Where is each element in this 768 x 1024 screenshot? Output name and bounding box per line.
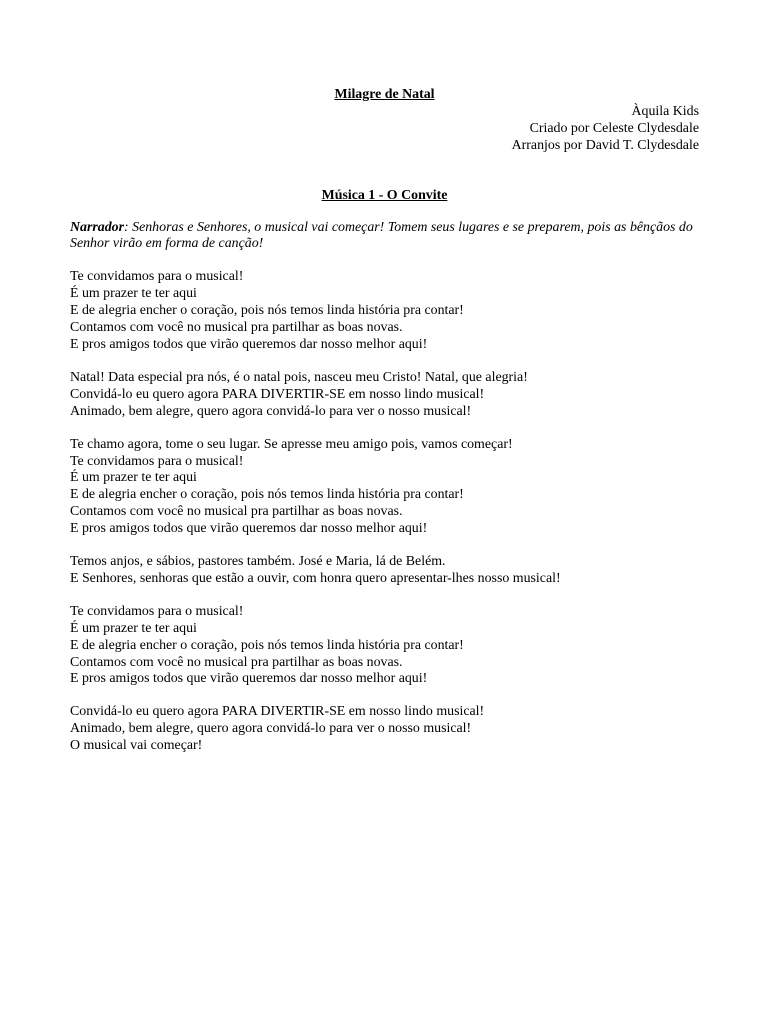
credit-group: Àquila Kids — [631, 103, 699, 119]
stanza — [70, 704, 699, 755]
stanza — [70, 269, 699, 354]
lyric-line: Convidá-lo eu quero agora PARA DIVERTIR-SE em nosso lindo musical! — [70, 704, 485, 720]
lyric-line: É um prazer te ter aqui — [70, 470, 197, 486]
lyric-line: E Senhores, senhoras que estão a ouvir, com honra quero apresentar-lhes nosso musical! — [70, 570, 561, 586]
credits-block — [70, 104, 699, 155]
lyric-line: Te convidamos para o musical! — [70, 453, 244, 469]
credit-arranger: Arranjos por David T. Clydesdale — [511, 137, 699, 153]
lyric-line: E de alegria encher o coração, pois nós temos linda história pra contar! — [70, 303, 464, 319]
lyric-line: Contamos com você no musical pra partilhar as boas novas. — [70, 504, 403, 520]
lyric-line: O musical vai começar! — [70, 738, 203, 754]
song-title: Música 1 - O Convite — [321, 187, 448, 203]
lyric-line: E de alegria encher o coração, pois nós temos linda história pra contar! — [70, 637, 464, 653]
stanza — [70, 554, 699, 588]
narrator-text: : Senhoras e Senhores, o musical vai começar! Tomem seus lugares e se preparem, pois as bênçãos do Senhor virão em forma de canção! — [70, 219, 693, 252]
lyric-line: Contamos com você no musical pra partilhar as boas novas. — [70, 320, 403, 336]
lyric-line: E pros amigos todos que virão queremos dar nosso melhor aqui! — [70, 521, 428, 537]
lyric-line: Animado, bem alegre, quero agora convidá-lo para ver o nosso musical! — [70, 721, 472, 737]
lyric-line: Temos anjos, e sábios, pastores também. José e Maria, lá de Belém. — [70, 554, 446, 570]
credit-creator: Criado por Celeste Clydesdale — [529, 120, 699, 136]
document-title: Milagre de Natal — [334, 87, 435, 102]
lyric-line: Contamos com você no musical pra partilhar as boas novas. — [70, 654, 403, 670]
lyric-line: Te convidamos para o musical! — [70, 269, 244, 285]
stanza — [70, 437, 699, 538]
narrator-paragraph — [70, 220, 699, 254]
document-body — [70, 87, 699, 755]
stanza — [70, 604, 699, 689]
lyric-line: Te convidamos para o musical! — [70, 603, 244, 619]
narrator-label: Narrador — [70, 219, 125, 235]
lyric-line: É um prazer te ter aqui — [70, 286, 197, 302]
lyric-line: E pros amigos todos que virão queremos dar nosso melhor aqui! — [70, 671, 428, 687]
stanza — [70, 370, 699, 421]
lyric-line: E de alegria encher o coração, pois nós temos linda história pra contar! — [70, 487, 464, 503]
lyric-line: Natal! Data especial pra nós, é o natal pois, nasceu meu Cristo! Natal, que alegria! — [70, 369, 528, 385]
lyric-line: Convidá-lo eu quero agora PARA DIVERTIR-SE em nosso lindo musical! — [70, 386, 485, 402]
lyric-line: Animado, bem alegre, quero agora convidá-lo para ver o nosso musical! — [70, 403, 472, 419]
lyric-line: E pros amigos todos que virão queremos dar nosso melhor aqui! — [70, 336, 428, 352]
lyric-line: É um prazer te ter aqui — [70, 620, 197, 636]
lyric-line: Te chamo agora, tome o seu lugar. Se apresse meu amigo pois, vamos começar! — [70, 436, 513, 452]
